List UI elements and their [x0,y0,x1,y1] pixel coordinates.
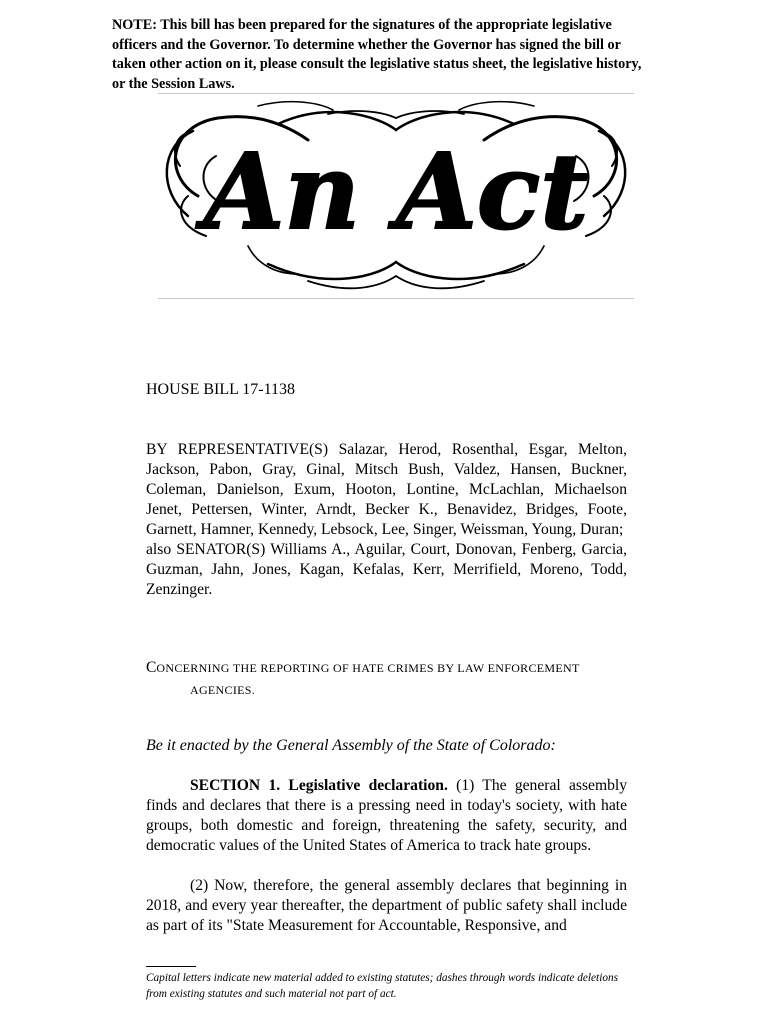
enacting-clause: Be it enacted by the General Assembly of the State of Colorado: [146,737,556,754]
section-2 [146,876,627,936]
section-1-heading: SECTION 1. Legislative declaration. [190,777,448,794]
senate-sponsors: also SENATOR(S) Williams A., Aguilar, Court, Donovan, Fenberg, Garcia, Guzman, Jahn, Jones, Kagan, Kefalas, Kerr, Merrifield, Moreno, Todd, Zenzinger. [146,541,627,598]
sponsors-block [146,440,627,600]
section-1-text: (1) The general assembly finds and declares that there is a pressing need in today's society, with hate groups, both domestic and foreign, threatening the safety, security, and democratic values of the United States of America to track hate groups. [146,777,628,854]
title-line2: AGENCIES. [190,683,256,697]
section-1 [146,776,627,856]
seal-text: An Act [203,130,589,253]
footnote-rule [146,966,196,967]
bill-note: NOTE: This bill has been prepared for the signatures of the appropriate legislative officers and the Governor. To determine whether the Governor has signed the bill or taken other action on it, please consult the legislative status sheet, the legislative history, or the Session Laws. [112,17,642,92]
seal-top-rule [158,93,634,94]
an-act-seal [158,96,634,296]
footnote: Capital letters indicate new material added to existing statutes; dashes through words indicate deletions from existing statutes and such material not part of act. [146,972,619,1000]
title-first-letter: C [146,659,157,676]
house-sponsors: BY REPRESENTATIVE(S) Salazar, Herod, Rosenthal, Esgar, Melton, Jackson, Pabon, Gray, Ginal, Mitsch Bush, Valdez, Hansen, Buckner, Coleman, Danielson, Exum, Hooton, Lontine, McLachlan, Michaelson Jenet, Pettersen, Winter, Arndt, Becker K., Benavidez, Bridges, Foote, Garnett, Hamner, Kennedy, Lebsock, Lee, Singer, Weissman, Young, Duran; [146,441,627,538]
seal-flourish-top [258,102,534,130]
seal-bottom-rule [158,298,634,299]
bill-title [146,657,627,701]
title-line1: ONCERNING THE REPORTING OF HATE CRIMES BY LAW ENFORCEMENT [156,661,580,675]
section-2-text: (2) Now, therefore, the general assembly declares that beginning in 2018, and every year thereafter, the department of public safety shall include as part of its "State Measurement for Accountable, Responsive, and [146,877,627,934]
bill-number: HOUSE BILL 17-1138 [146,381,296,398]
